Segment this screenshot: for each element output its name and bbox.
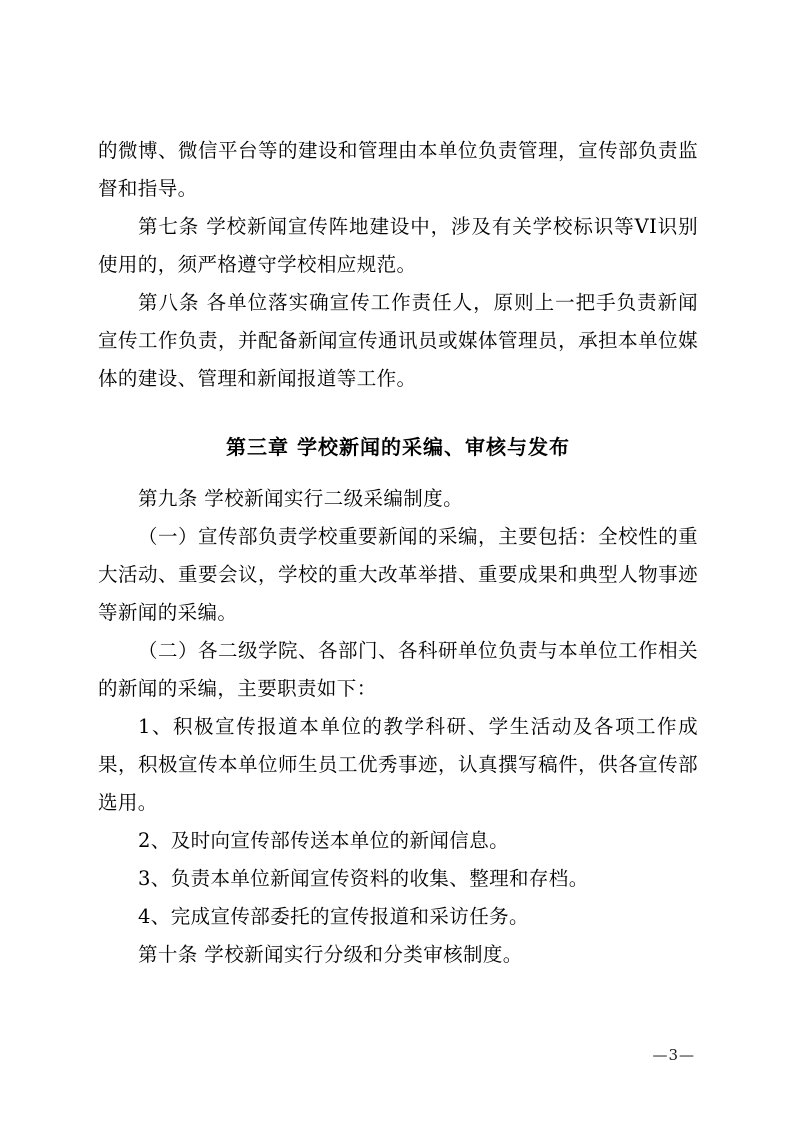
page-number: —3— <box>652 1046 695 1064</box>
paragraph-article-10: 第十条 学校新闻实行分级和分类审核制度。 <box>138 943 523 966</box>
paragraph-article-9-item-2-3: 3、负责本单位新闻宣传资料的收集、整理和存档。 <box>138 867 589 890</box>
paragraph-article-9-item-2-1: 1、积极宣传报道本单位的教学科研、学生活动及各项工作成果，积极宣传本单位师生员工优秀事迹，认真撰写稿件，供各宣传部选用。 <box>98 715 698 814</box>
paragraph-article-8: 第八条 各单位落实确宣传工作责任人，原则上一把手负责新闻宣传工作负责，并配备新闻宣传通讯员或媒体管理员，承担本单位媒体的建设、管理和新闻报道等工作。 <box>98 291 698 390</box>
paragraph-article-9-item-2-4: 4、完成宣传部委托的宣传报道和采访任务。 <box>138 905 529 928</box>
heading-chapter-3: 第三章 学校新闻的采编、审核与发布 <box>226 435 570 459</box>
paragraph-article-9-item-1: （一）宣传部负责学校重要新闻的采编，主要包括：全校性的重大活动、重要会议，学校的重大改革举措、重要成果和典型人物事迹等新闻的采编。 <box>98 525 698 624</box>
paragraph-article-9-item-2: （二）各二级学院、各部门、各科研单位负责与本单位工作相关的新闻的采编，主要职责如下： <box>98 639 698 700</box>
document-body <box>98 132 698 974</box>
paragraph-article-7: 第七条 学校新闻宣传阵地建设中，涉及有关学校标识等VI识别使用的，须严格遵守学校相应规范。 <box>98 215 698 276</box>
paragraph-article-9: 第九条 学校新闻实行二级采编制度。 <box>138 487 463 510</box>
paragraph-continuation: 的微博、微信平台等的建设和管理由本单位负责管理，宣传部负责监督和指导。 <box>98 139 698 200</box>
paragraph-article-9-item-2-2: 2、及时向宣传部传送本单位的新闻信息。 <box>138 829 510 852</box>
